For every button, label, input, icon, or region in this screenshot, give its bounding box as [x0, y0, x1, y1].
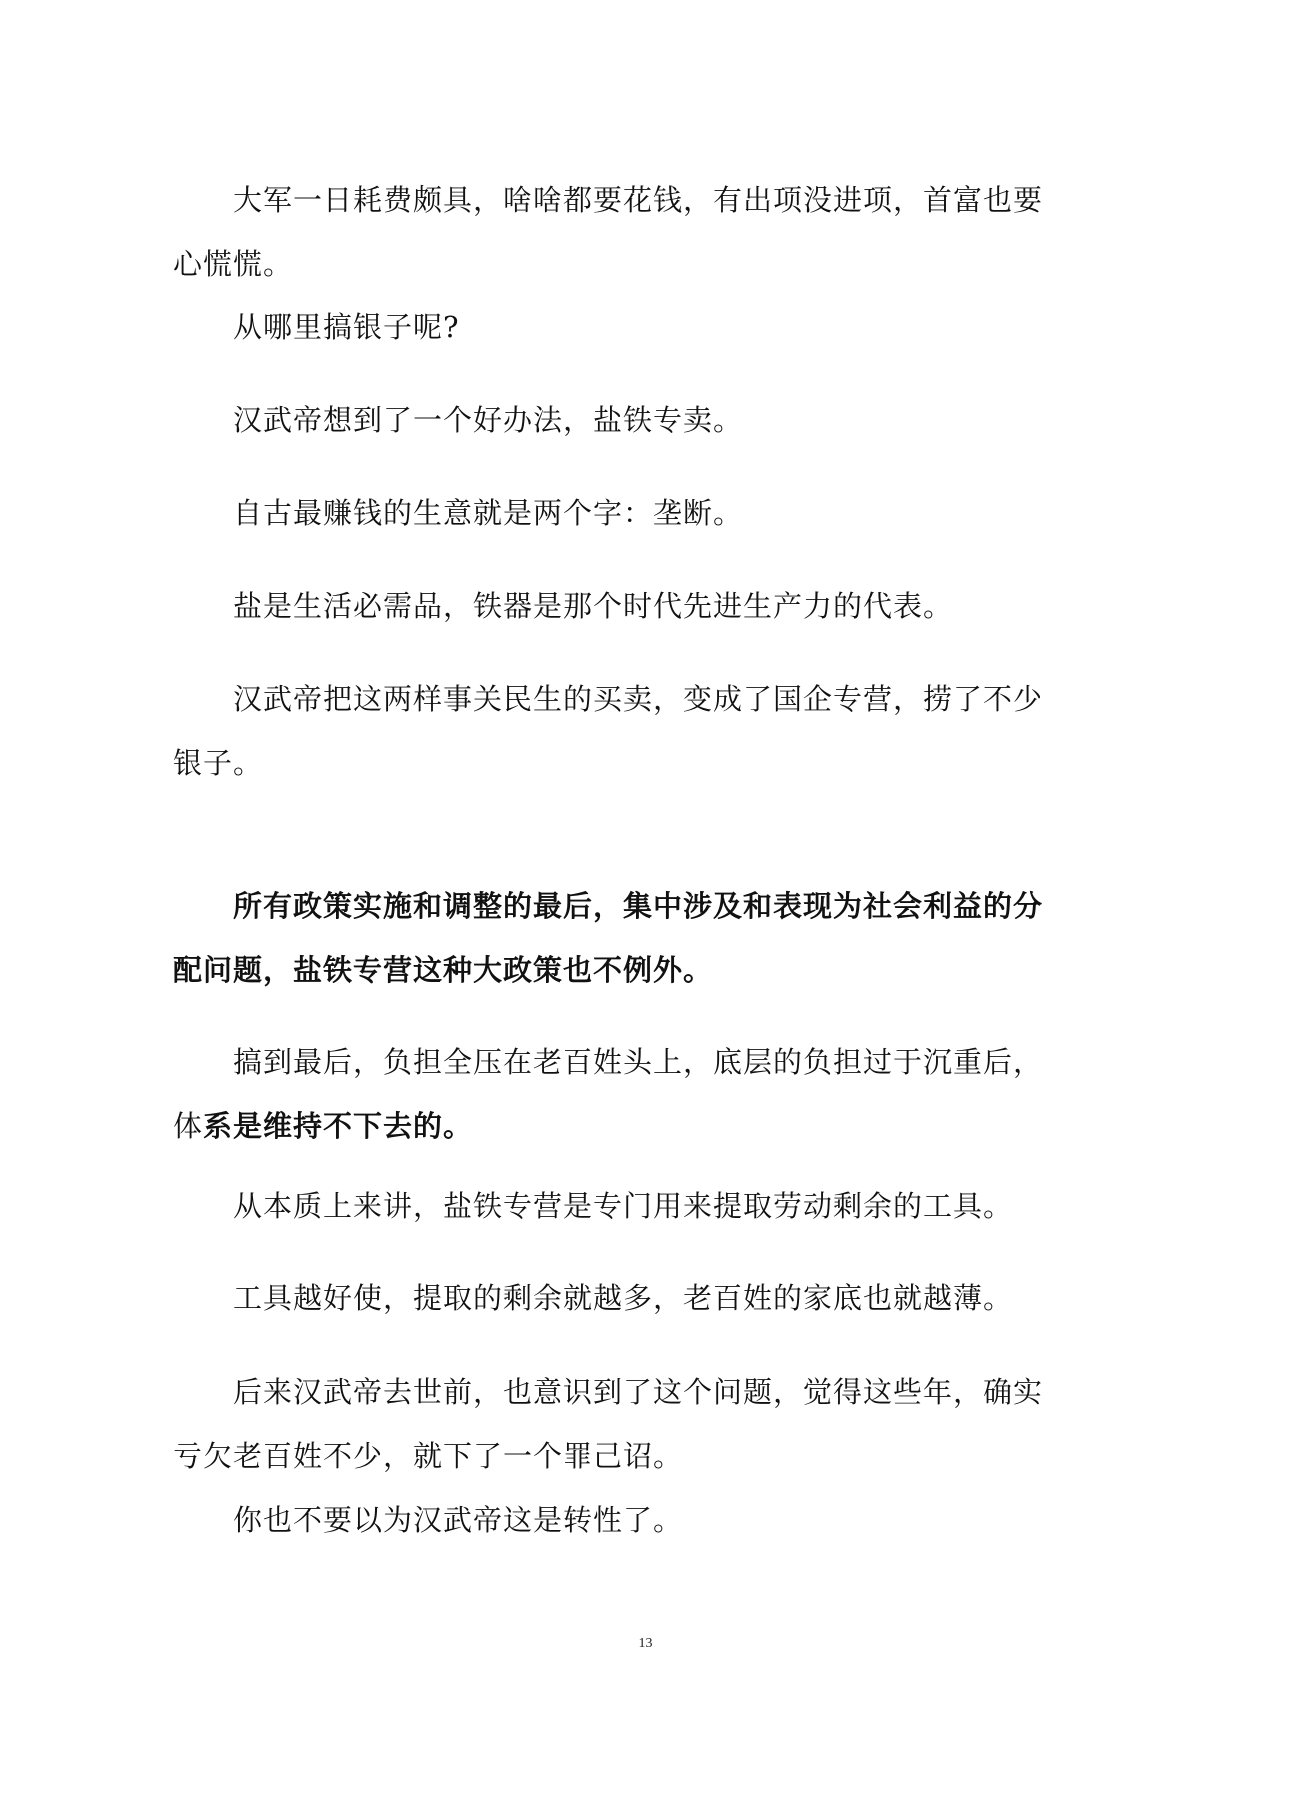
page-number: 13	[638, 1636, 653, 1651]
paragraph-6-text: 汉武帝把这两样事关民生的买卖，变成了国企专营，捞了不少银子。	[173, 682, 1044, 780]
paragraph-10-text: 工具越好使，提取的剩余就越多，老百姓的家底也就越薄。	[233, 1281, 1014, 1315]
paragraph-8-text: 搞到最后，负担全压在老百姓头上，底层的负担过于沉重后，体	[173, 1045, 1044, 1143]
paragraph-5	[173, 574, 1063, 638]
paragraph-4-text: 自古最赚钱的生意就是两个字：垄断。	[233, 496, 744, 530]
paragraph-1-text: 大军一日耗费颇具，啥啥都要花钱，有出项没进项，首富也要心慌慌。	[173, 183, 1044, 281]
paragraph-9	[173, 1174, 1063, 1238]
paragraph-7-bold-text: 所有政策实施和调整的最后，集中涉及和表现为社会利益的分配问题，盐铁专营这种大政策也不例外。	[173, 889, 1044, 987]
paragraph-2	[173, 295, 1063, 359]
paragraph-11	[173, 1360, 1063, 1488]
paragraph-12	[173, 1488, 1063, 1552]
paragraph-11-text: 后来汉武帝去世前，也意识到了这个问题，觉得这些年，确实亏欠老百姓不少，就下了一个罪己诏。	[173, 1375, 1044, 1473]
paragraph-6	[173, 667, 1063, 795]
paragraph-4	[173, 481, 1063, 545]
paragraph-9-text: 从本质上来讲，盐铁专营是专门用来提取劳动剩余的工具。	[233, 1189, 1014, 1223]
paragraph-1	[173, 168, 1063, 296]
paragraph-7-emphasis	[173, 874, 1063, 1002]
paragraph-10	[173, 1266, 1063, 1330]
paragraph-3	[173, 388, 1063, 452]
paragraph-8	[173, 1030, 1063, 1158]
paragraph-8-bold-text: 系是维持不下去的。	[203, 1109, 474, 1143]
paragraph-2-text: 从哪里搞银子呢?	[233, 310, 460, 344]
paragraph-5-text: 盐是生活必需品，铁器是那个时代先进生产力的代表。	[233, 589, 954, 623]
paragraph-3-text: 汉武帝想到了一个好办法，盐铁专卖。	[233, 403, 744, 437]
paragraph-12-text: 你也不要以为汉武帝这是转性了。	[233, 1503, 684, 1537]
